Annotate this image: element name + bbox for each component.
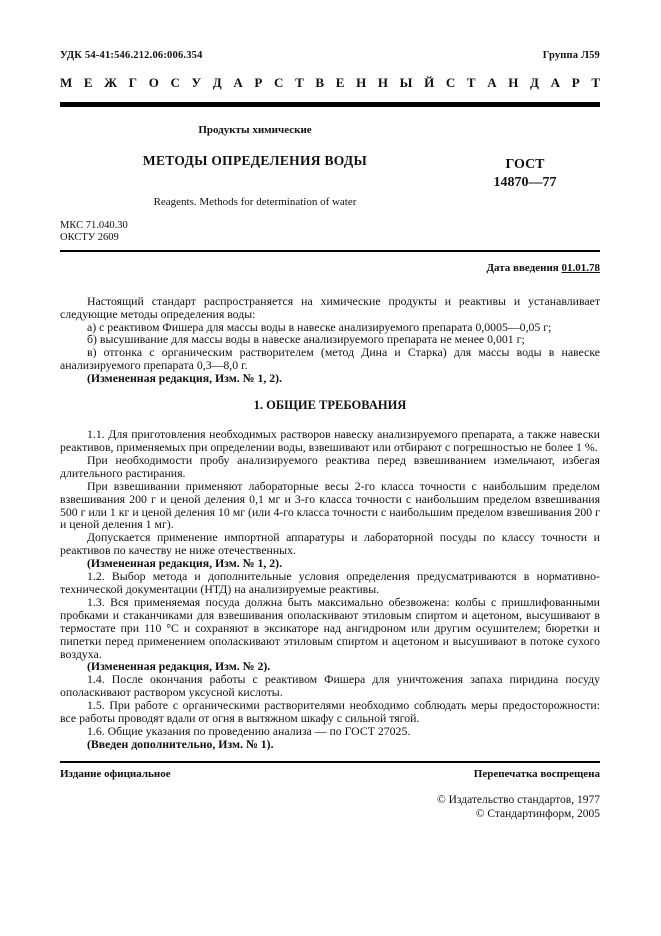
clause-1-1-note-2: При взвешивании применяют лабораторные весы 2-го класса точности с наибольшим пределом взвешивания 200 г и ценой деления 0,1 мг и 3-го класса точности с наибольшим пределом взвешивания 500 г или 1 кг и ценой деления 10 мг (или 4-го класса точности с наибольшим пределом взвешивания 200 г и ценой деления 1 мг). [60, 478, 600, 532]
effective-date-value: 01.01.78 [561, 261, 600, 274]
copyright-line-2005: © Стандартинформ, 2005 [475, 808, 600, 821]
okstu-code: ОКСТУ 2609 [60, 232, 119, 244]
copyright-block [60, 793, 600, 822]
divider-thick [60, 102, 600, 107]
clause-1-1: 1.1. Для приготовления необходимых растворов навеску анализируемого препарата, а также навески реактивов, применяемых при определении воды, взвешивают или отбирают с погрешностью не более 1 %. [60, 427, 600, 454]
title-left-column [60, 124, 450, 208]
title-block [60, 124, 600, 208]
mks-code: МКС 71.040.30 [60, 220, 128, 231]
gost-designation [450, 124, 600, 208]
standard-type-title: М Е Ж Г О С У Д А Р С Т В Е Н Н Ы Й С Т А Н Д А Р Т [60, 75, 600, 90]
intro-list-item-v: в) отгонка с органическим растворителем (метод Дина и Старка) для массы воды в навеске анализируемого препарата 0,3—8,0 г. [60, 345, 600, 373]
effective-date-label: Дата введения [486, 261, 559, 274]
reprint-prohibited-label: Перепечатка воспрещена [473, 767, 600, 780]
clause-1-1-note-3: Допускается применение импортной аппаратуры и лабораторной посуды по классу точности и реактивов по качеству не ниже отечественных. [60, 530, 600, 558]
copyright-line-1977: © Издательство стандартов, 1977 [436, 793, 600, 806]
amendment-note: (Измененная редакция, Изм. № 2). [87, 659, 271, 674]
gost-label: ГОСТ [505, 157, 545, 172]
intro-list-item-b: б) высушивание для массы воды в навеске анализируемого препарата не менее 0,001 г; [87, 332, 525, 347]
divider-thin [60, 250, 600, 252]
gost-number: 14870—77 [493, 174, 557, 190]
effective-date-line [60, 262, 600, 274]
amendment-note: (Измененная редакция, Изм. № 1, 2). [87, 371, 283, 386]
footer-row [60, 768, 600, 780]
document-title-english: Reagents. Methods for determination of water [153, 196, 357, 208]
official-edition-label: Издание официальное [60, 767, 171, 780]
intro-paragraphs [60, 295, 600, 385]
document-subject: Продукты химические [198, 124, 312, 136]
amendment-note: (Измененная редакция, Изм. № 1, 2). [87, 556, 283, 571]
classification-codes [60, 220, 600, 245]
document-header [60, 50, 600, 61]
clause-1-6: 1.6. Общие указания по проведению анализа — по ГОСТ 27025. [87, 723, 411, 738]
udk-code: УДК 54-41:546.212.06:006.354 [60, 50, 203, 61]
intro-list-item-a: а) с реактивом Фишера для массы воды в навеске анализируемого препарата 0,0005—0,05 г; [87, 319, 552, 334]
section-1-heading: 1. ОБЩИЕ ТРЕБОВАНИЯ [253, 398, 407, 413]
footer-divider [60, 761, 600, 763]
amendment-note: (Введен дополнительно, Изм. № 1). [87, 736, 274, 751]
clause-1-1-note-1: При необходимости пробу анализируемого реактива перед взвешиванием измельчают, избегая длительного растирания. [60, 452, 600, 480]
clause-1-4: 1.4. После окончания работы с реактивом Фишера для уничтожения запаха пиридина посуду ополаскивают раствором уксусной кислоты. [60, 672, 600, 700]
intro-paragraph: Настоящий стандарт распространяется на химические продукты и реактивы и устанавливает следующие методы определения воды: [60, 293, 600, 321]
document-title: МЕТОДЫ ОПРЕДЕЛЕНИЯ ВОДЫ [142, 153, 368, 168]
clause-1-2: 1.2. Выбор метода и дополнительные условия определения предусматриваются в нормативно-технической документации (НТД) на анализируемые реактивы. [60, 569, 600, 596]
clause-1-5: 1.5. При работе с органическими растворителями необходимо соблюдать меры предосторожности: все работы проводят вдали от огня в вытяжном шкафу с сильной тягой. [60, 698, 600, 726]
section-1-paragraphs [60, 428, 600, 751]
clause-1-3: 1.3. Вся применяемая посуда должна быть максимально обезвожена: колбы с пришлифованными пробками и стаканчиками для взвешивания ополаскивают этиловым спиртом и ацетоном, высушивают в термостате при 110 °С и сохраняют в эксикаторе над ангидроном или другим осушителем; бюретки и пипетки перед применением ополаскивают этиловым спиртом и ацетоном и высушивают в потоке сухого воздуха. [60, 594, 600, 661]
group-code: Группа Л59 [542, 50, 600, 61]
